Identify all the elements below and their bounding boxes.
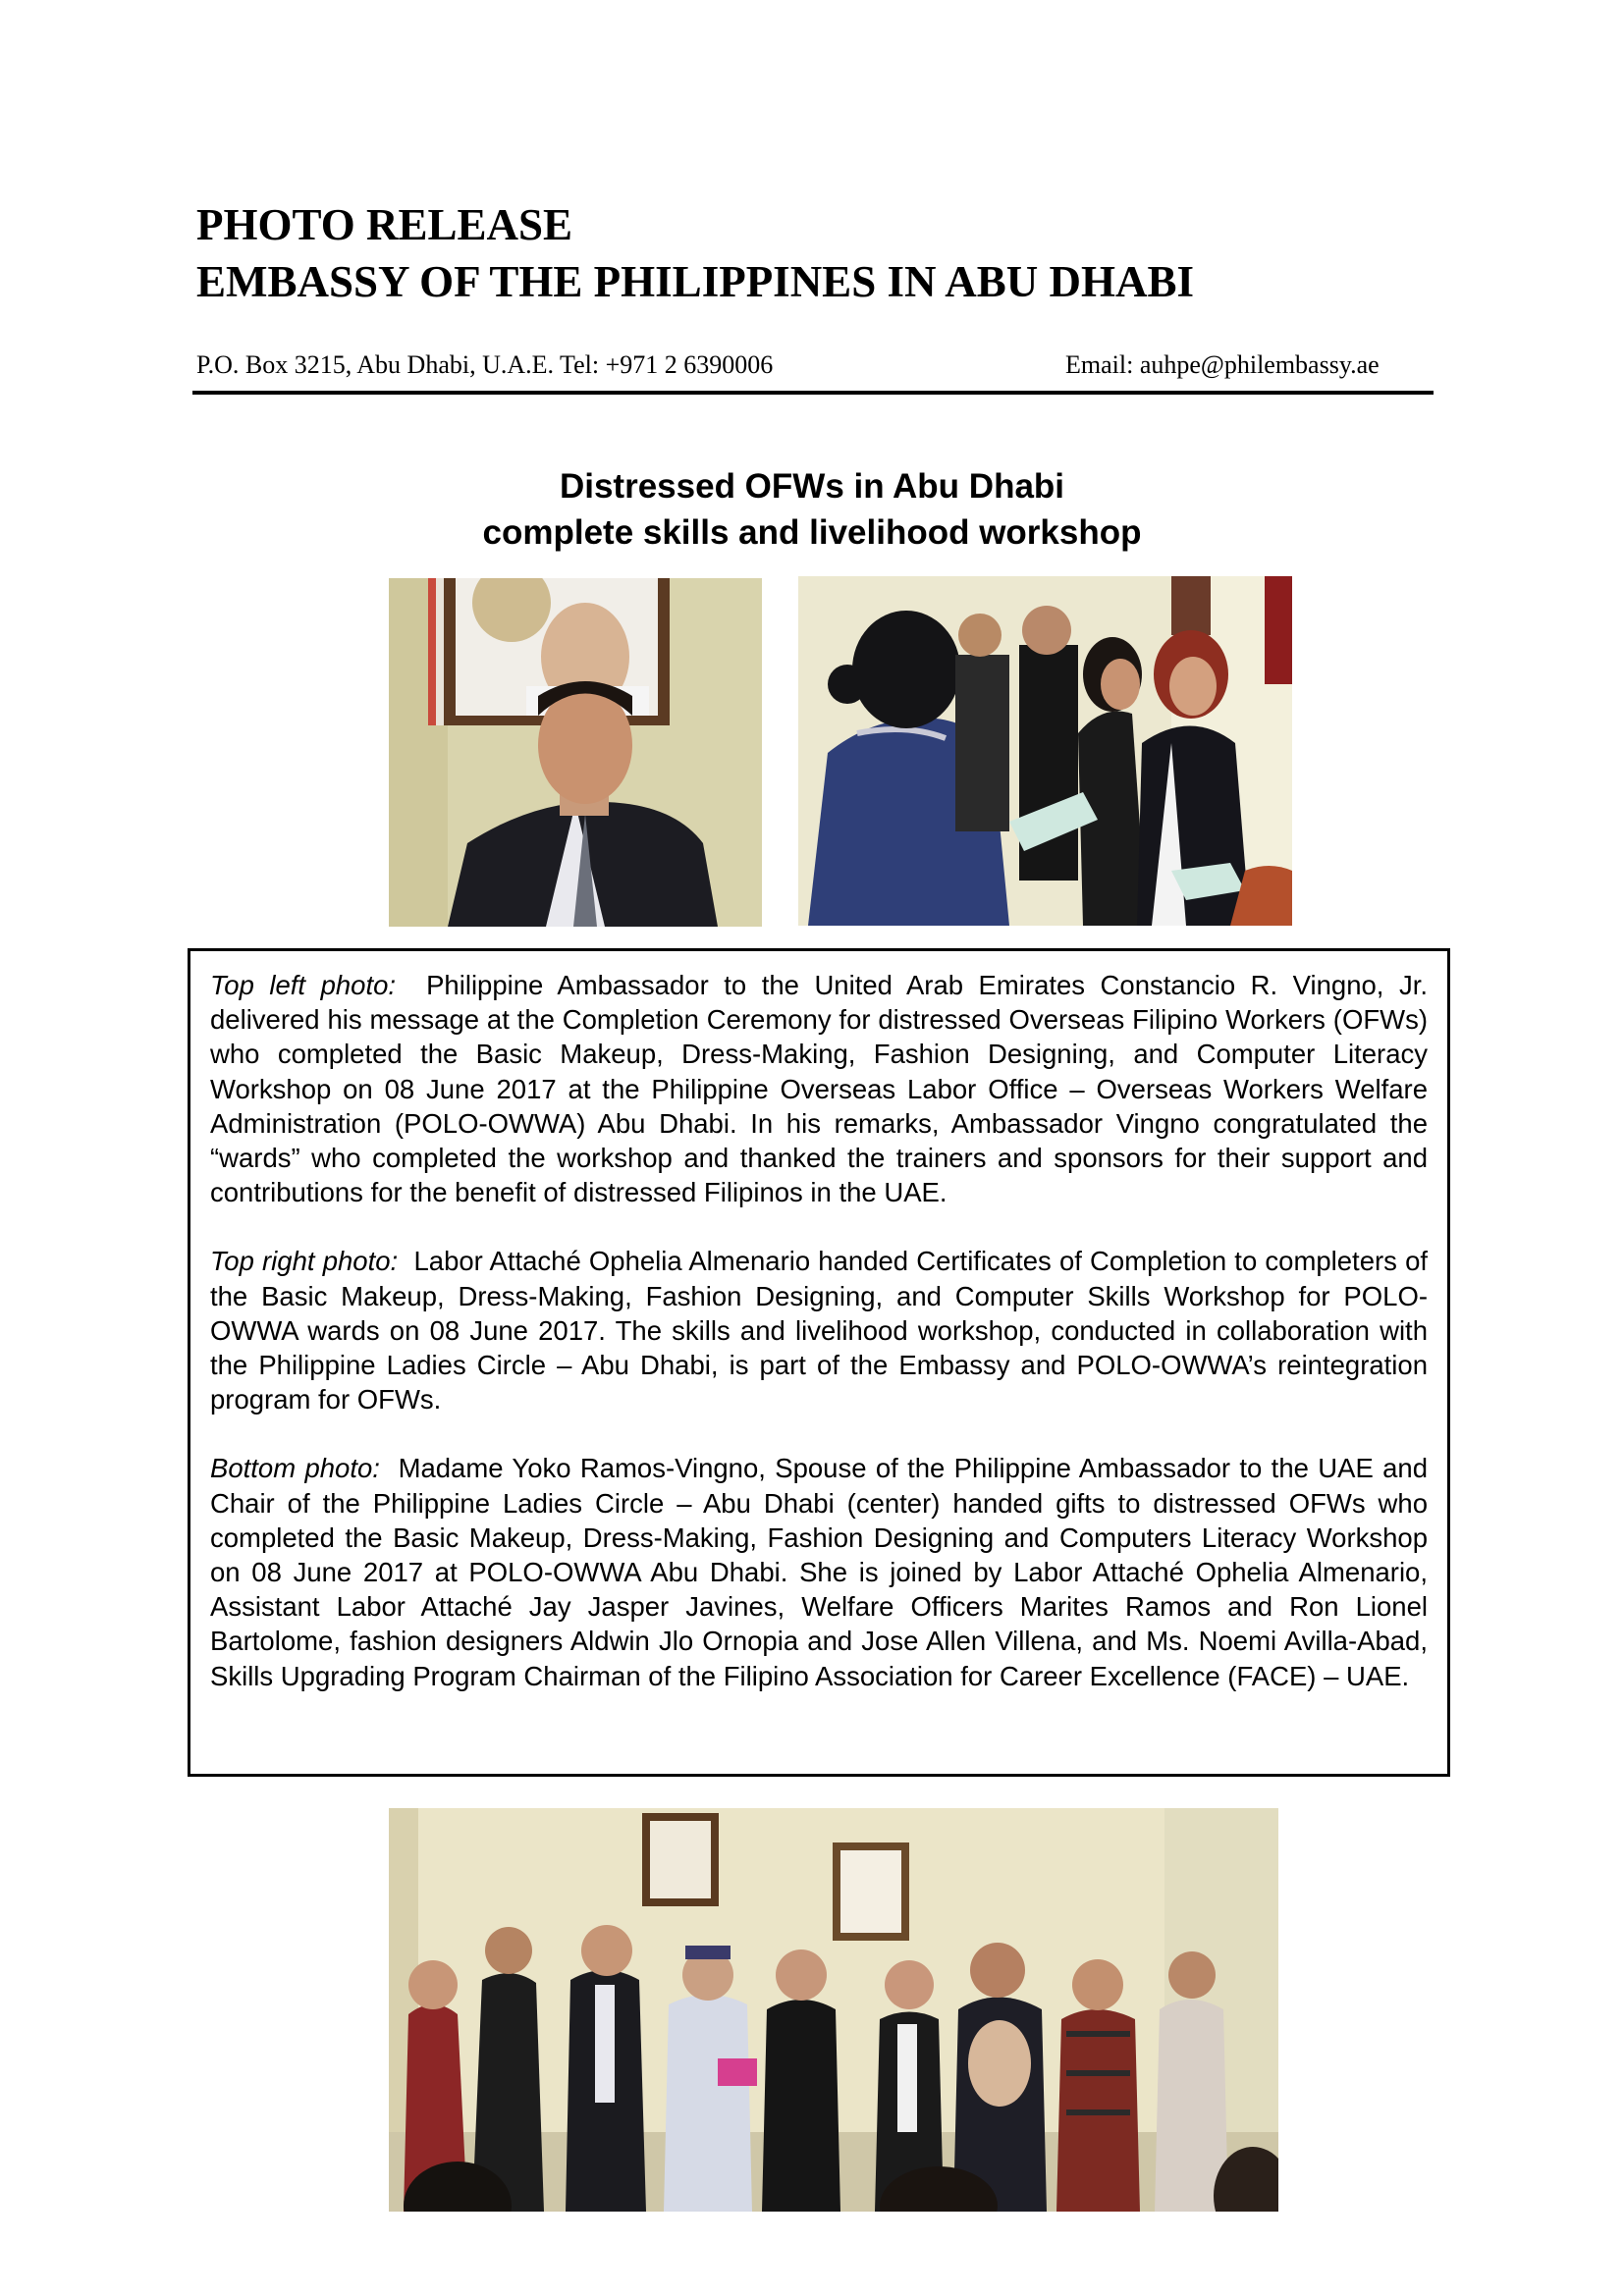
photo-group-gift-handover — [389, 1808, 1278, 2212]
contact-email: Email: auhpe@philembassy.ae — [1065, 350, 1380, 379]
caption-label: Top right photo: — [210, 1246, 399, 1277]
caption-label: Top left photo: — [210, 970, 397, 1000]
header-line-1: PHOTO RELEASE — [196, 200, 573, 249]
caption-top-right — [210, 1244, 1428, 1416]
header-divider — [192, 391, 1434, 395]
caption-body — [210, 968, 1428, 1693]
photo-certificate-image — [798, 576, 1292, 926]
caption-bottom — [210, 1451, 1428, 1692]
headline — [295, 463, 1329, 556]
caption-text: Madame Yoko Ramos-Vingno, Spouse of the Philippine Ambassador to the UAE and Chair of the Philippine Ladies Circle – Abu Dhabi (center) handed gifts to distressed OFWs who completed the Basic Makeup, Dress-Making, Fashion Designing and Computers Literacy Workshop on 08 June 2017 at POLO-OWWA Abu Dhabi. She is joined by Labor Attaché Ophelia Almenario, Assistant Labor Attaché Jay Jasper Javines, Welfare Officers Marites Ramos and Ron Lionel Bartolome, fashion designers Aldwin Jlo Ornopia and Jose Allen Villena, and Ms. Noemi Avilla-Abad, Skills Upgrading Program Chairman of the Filipino Association for Career Excellence (FACE) – UAE. — [210, 1453, 1428, 1691]
photo-ambassador-image — [389, 578, 762, 927]
caption-text: Labor Attaché Ophelia Almenario handed Certificates of Completion to completers of the Basic Makeup, Dress-Making, Fashion Designing, and Computer Skills Workshop for POLO-OWWA wards on 08 June 2017. The skills and livelihood workshop, conducted in collaboration with the Philippine Ladies Circle – Abu Dhabi, is part of the Embassy and POLO-OWWA’s reintegration program for OFWs. — [210, 1246, 1429, 1415]
press-release-header — [196, 196, 1434, 310]
caption-text: Philippine Ambassador to the United Arab Emirates Constancio R. Vingno, Jr. delivered his message at the Completion Ceremony for distressed Overseas Filipino Workers (OFWs) who completed the Basic Makeup, Dress-Making, Fashion Designing, and Computer Literacy Workshop on 08 June 2017 at the Philippine Overseas Labor Office – Overseas Workers Welfare Administration (POLO-OWWA) Abu Dhabi. In his remarks, Ambassador Vingno congratulated the “wards” who completed the workshop and thanked the trainers and sponsors for their support and contributions for the benefit of distressed Filipinos in the UAE. — [210, 970, 1429, 1208]
photo-ambassador-speaking — [389, 578, 762, 927]
header-line-2: EMBASSY OF THE PHILIPPINES IN ABU DHABI — [196, 257, 1195, 306]
headline-line-2: complete skills and livelihood workshop — [482, 513, 1142, 552]
photo-certificate-handover — [798, 576, 1292, 926]
caption-box — [188, 948, 1450, 1777]
photo-group-image — [389, 1808, 1278, 2212]
contact-address: P.O. Box 3215, Abu Dhabi, U.A.E. Tel: +971 2 6390006 — [196, 350, 774, 379]
headline-line-1: Distressed OFWs in Abu Dhabi — [559, 467, 1065, 506]
caption-top-left — [210, 968, 1428, 1209]
caption-label: Bottom photo: — [210, 1453, 380, 1484]
